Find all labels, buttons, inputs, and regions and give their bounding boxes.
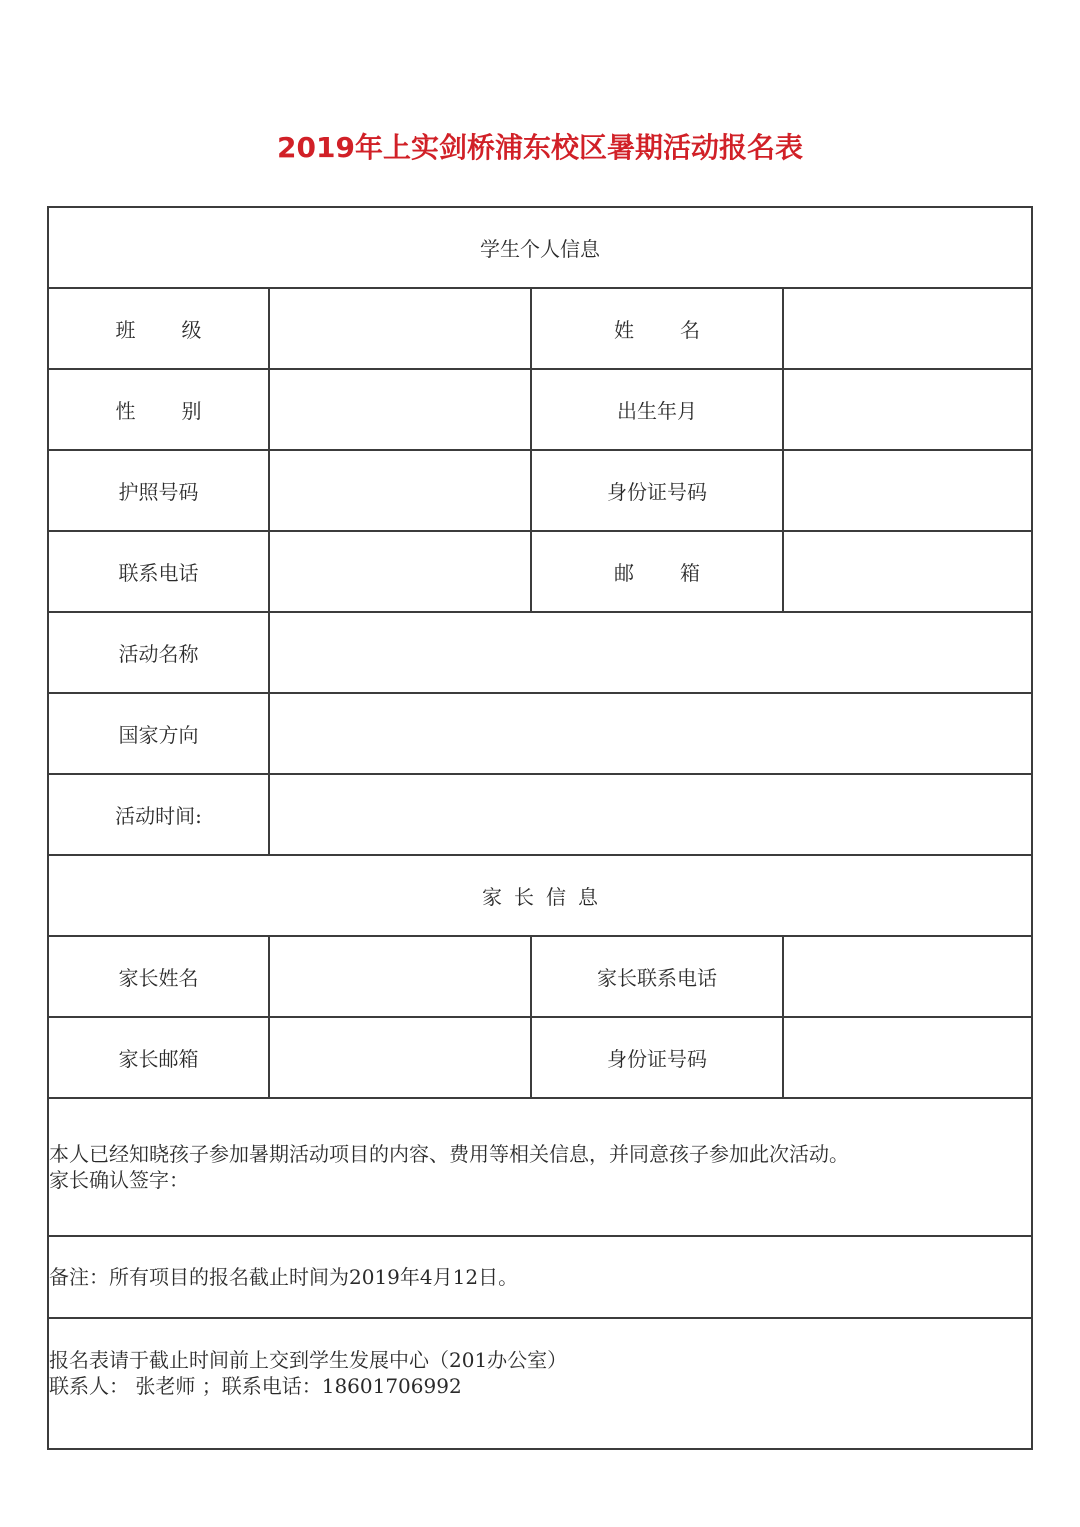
country-field[interactable] (269, 693, 1032, 774)
remark-note: 备注：所有项目的报名截止时间为2019年4月12日。 (48, 1236, 1032, 1318)
birth-label: 出生年月 (531, 369, 783, 450)
parent-id-label: 身份证号码 (531, 1017, 783, 1098)
birth-field[interactable] (783, 369, 1032, 450)
parent-phone-label: 家长联系电话 (531, 936, 783, 1017)
passport-field[interactable] (269, 450, 531, 531)
id-number-field[interactable] (783, 450, 1032, 531)
consent-statement[interactable] (48, 1098, 1032, 1236)
name-label: 姓名 (531, 288, 783, 369)
activity-time-label: 活动时间: (48, 774, 269, 855)
class-label: 班级 (48, 288, 269, 369)
phone-field[interactable] (269, 531, 531, 612)
class-field[interactable] (269, 288, 531, 369)
consent-text: 本人已经知晓孩子参加暑期活动项目的内容、费用等相关信息，并同意孩子参加此次活动。 (49, 1142, 849, 1166)
parent-id-field[interactable] (783, 1017, 1032, 1098)
submission-info (48, 1318, 1032, 1449)
parent-phone-field[interactable] (783, 936, 1032, 1017)
email-field[interactable] (783, 531, 1032, 612)
email-label: 邮箱 (531, 531, 783, 612)
student-section-header: 学生个人信息 (48, 207, 1032, 288)
id-number-label: 身份证号码 (531, 450, 783, 531)
submission-instruction: 报名表请于截止时间前上交到学生发展中心（201办公室） (49, 1348, 568, 1372)
parent-name-field[interactable] (269, 936, 531, 1017)
activity-time-field[interactable] (269, 774, 1032, 855)
name-field[interactable] (783, 288, 1032, 369)
contact-info: 联系人： 张老师 ；联系电话：18601706992 (49, 1374, 462, 1398)
parent-email-label: 家长邮箱 (48, 1017, 269, 1098)
registration-form-table (47, 206, 1033, 1450)
signature-label: 家长确认签字： (49, 1168, 189, 1192)
gender-field[interactable] (269, 369, 531, 450)
parent-section-header: 家长信息 (48, 855, 1032, 936)
parent-email-field[interactable] (269, 1017, 531, 1098)
activity-name-label: 活动名称 (48, 612, 269, 693)
activity-name-field[interactable] (269, 612, 1032, 693)
form-title: 2019年上实剑桥浦东校区暑期活动报名表 (277, 131, 803, 164)
passport-label: 护照号码 (48, 450, 269, 531)
gender-label: 性别 (48, 369, 269, 450)
country-label: 国家方向 (48, 693, 269, 774)
parent-name-label: 家长姓名 (48, 936, 269, 1017)
phone-label: 联系电话 (48, 531, 269, 612)
